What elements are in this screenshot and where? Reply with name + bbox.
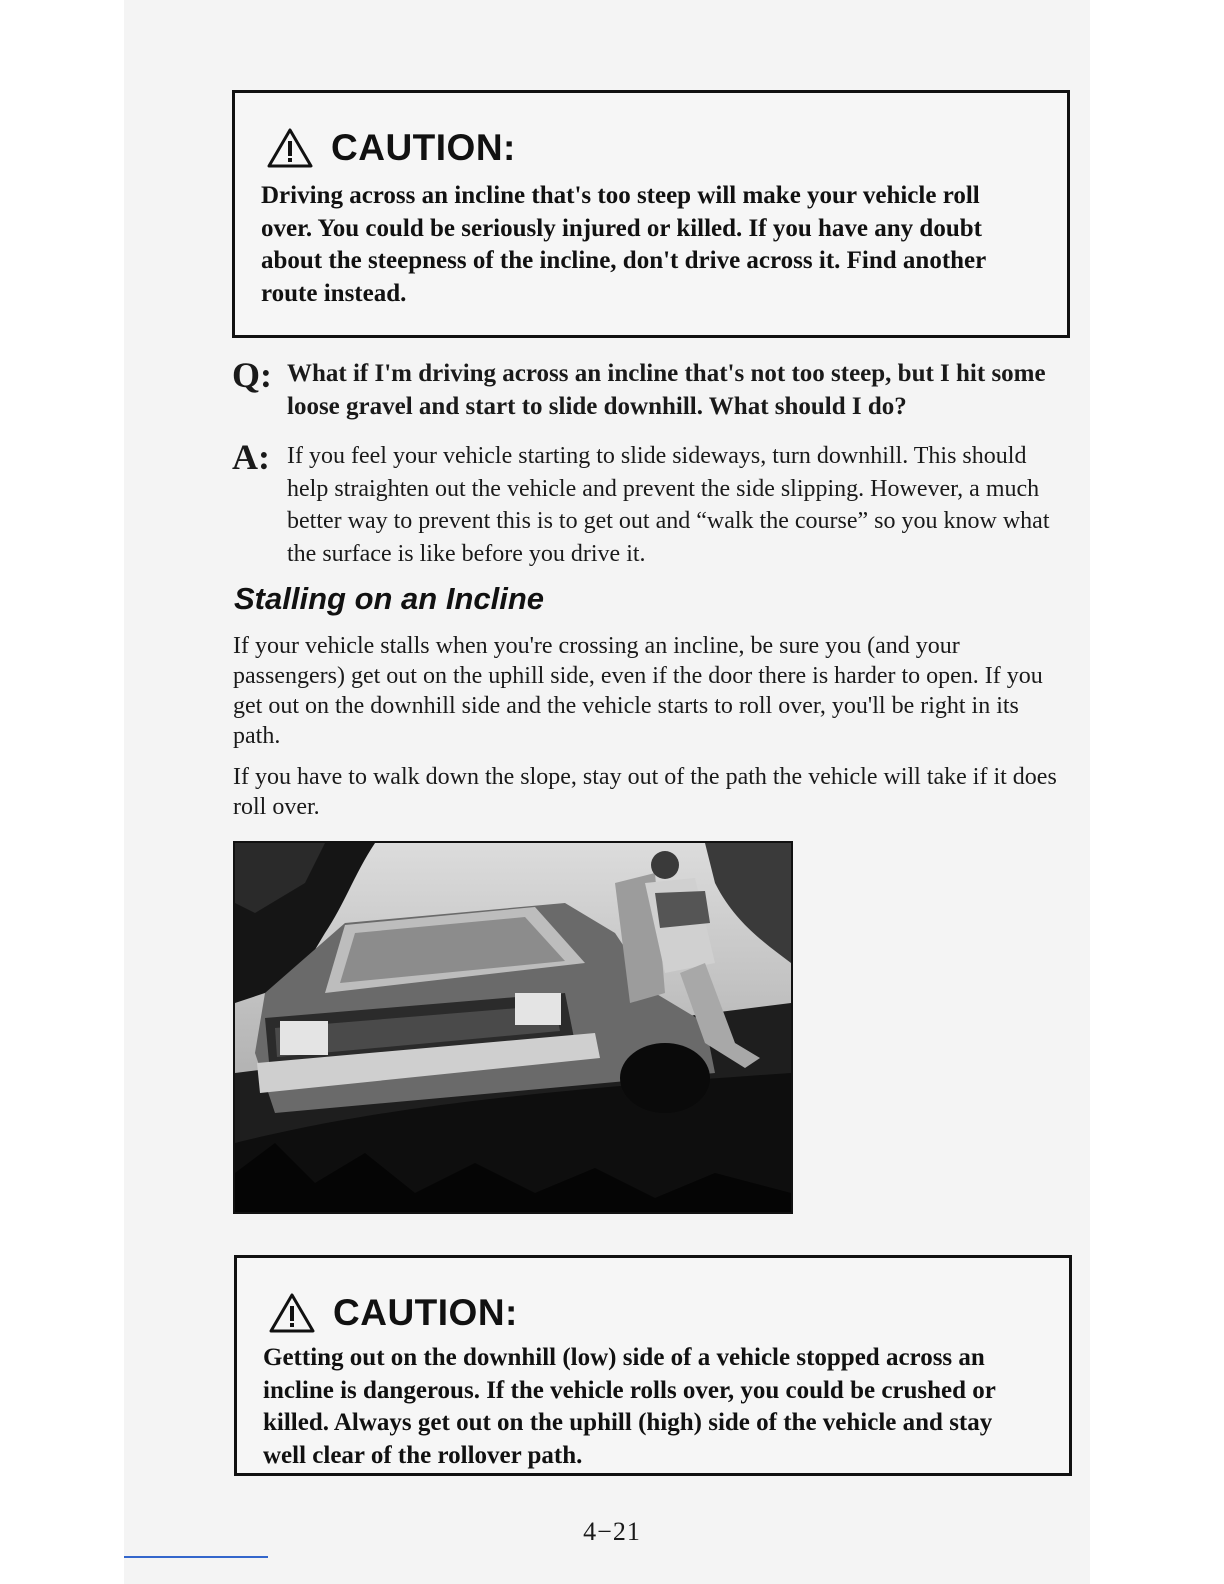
photo-illustration xyxy=(235,843,791,1212)
caution-box-downhill-exit xyxy=(234,1255,1072,1476)
caution-header xyxy=(269,1292,518,1334)
caution-text: Getting out on the downhill (low) side of a vehicle stopped across an incline is dangerous. If the vehicle rolls over, you could be crushed or killed. Always get out on the uphill (high) side of the vehicle and stay well clear of the rollover path. xyxy=(263,1344,996,1469)
question-label: Q: xyxy=(232,355,272,395)
body-paragraph: If you have to walk down the slope, stay out of the path the vehicle will take if it does roll over. xyxy=(233,764,1057,820)
bottom-rule xyxy=(124,1556,268,1558)
answer-label: A: xyxy=(232,437,270,477)
warning-triangle-icon xyxy=(269,1292,315,1334)
caution-box-steep-incline xyxy=(232,90,1070,338)
answer-block xyxy=(232,437,1072,575)
caution-header xyxy=(267,127,516,169)
question-text: What if I'm driving across an incline that's not too steep, but I hit some loose gravel and start to slide downhill. What should I do? xyxy=(287,360,1046,420)
warning-triangle-icon xyxy=(267,127,313,169)
answer-text: If you feel your vehicle starting to slide sideways, turn downhill. This should help straighten out the vehicle and prevent the side slipping. However, a much better way to prevent this is to get out and “walk the course” so you know what the surface is like before you drive it. xyxy=(287,443,1050,567)
question-block xyxy=(232,355,1072,428)
page-number: 4−21 xyxy=(583,1517,641,1546)
truck-on-incline-photo xyxy=(233,841,793,1214)
body-paragraph: If your vehicle stalls when you're crossing an incline, be sure you (and your passengers) get out on the uphill side, even if the door there is harder to open. If you get out on the downhill side and the vehicle starts to roll over, you'll be right in its path. xyxy=(233,633,1043,749)
caution-text: Driving across an incline that's too steep will make your vehicle roll over. You could be seriously injured or killed. If you have any doubt about the steepness of the incline, don't drive across it. Find another route instead. xyxy=(261,182,986,307)
caution-title: CAUTION: xyxy=(331,127,516,168)
caution-title: CAUTION: xyxy=(333,1292,518,1333)
section-heading: Stalling on an Incline xyxy=(234,581,545,616)
